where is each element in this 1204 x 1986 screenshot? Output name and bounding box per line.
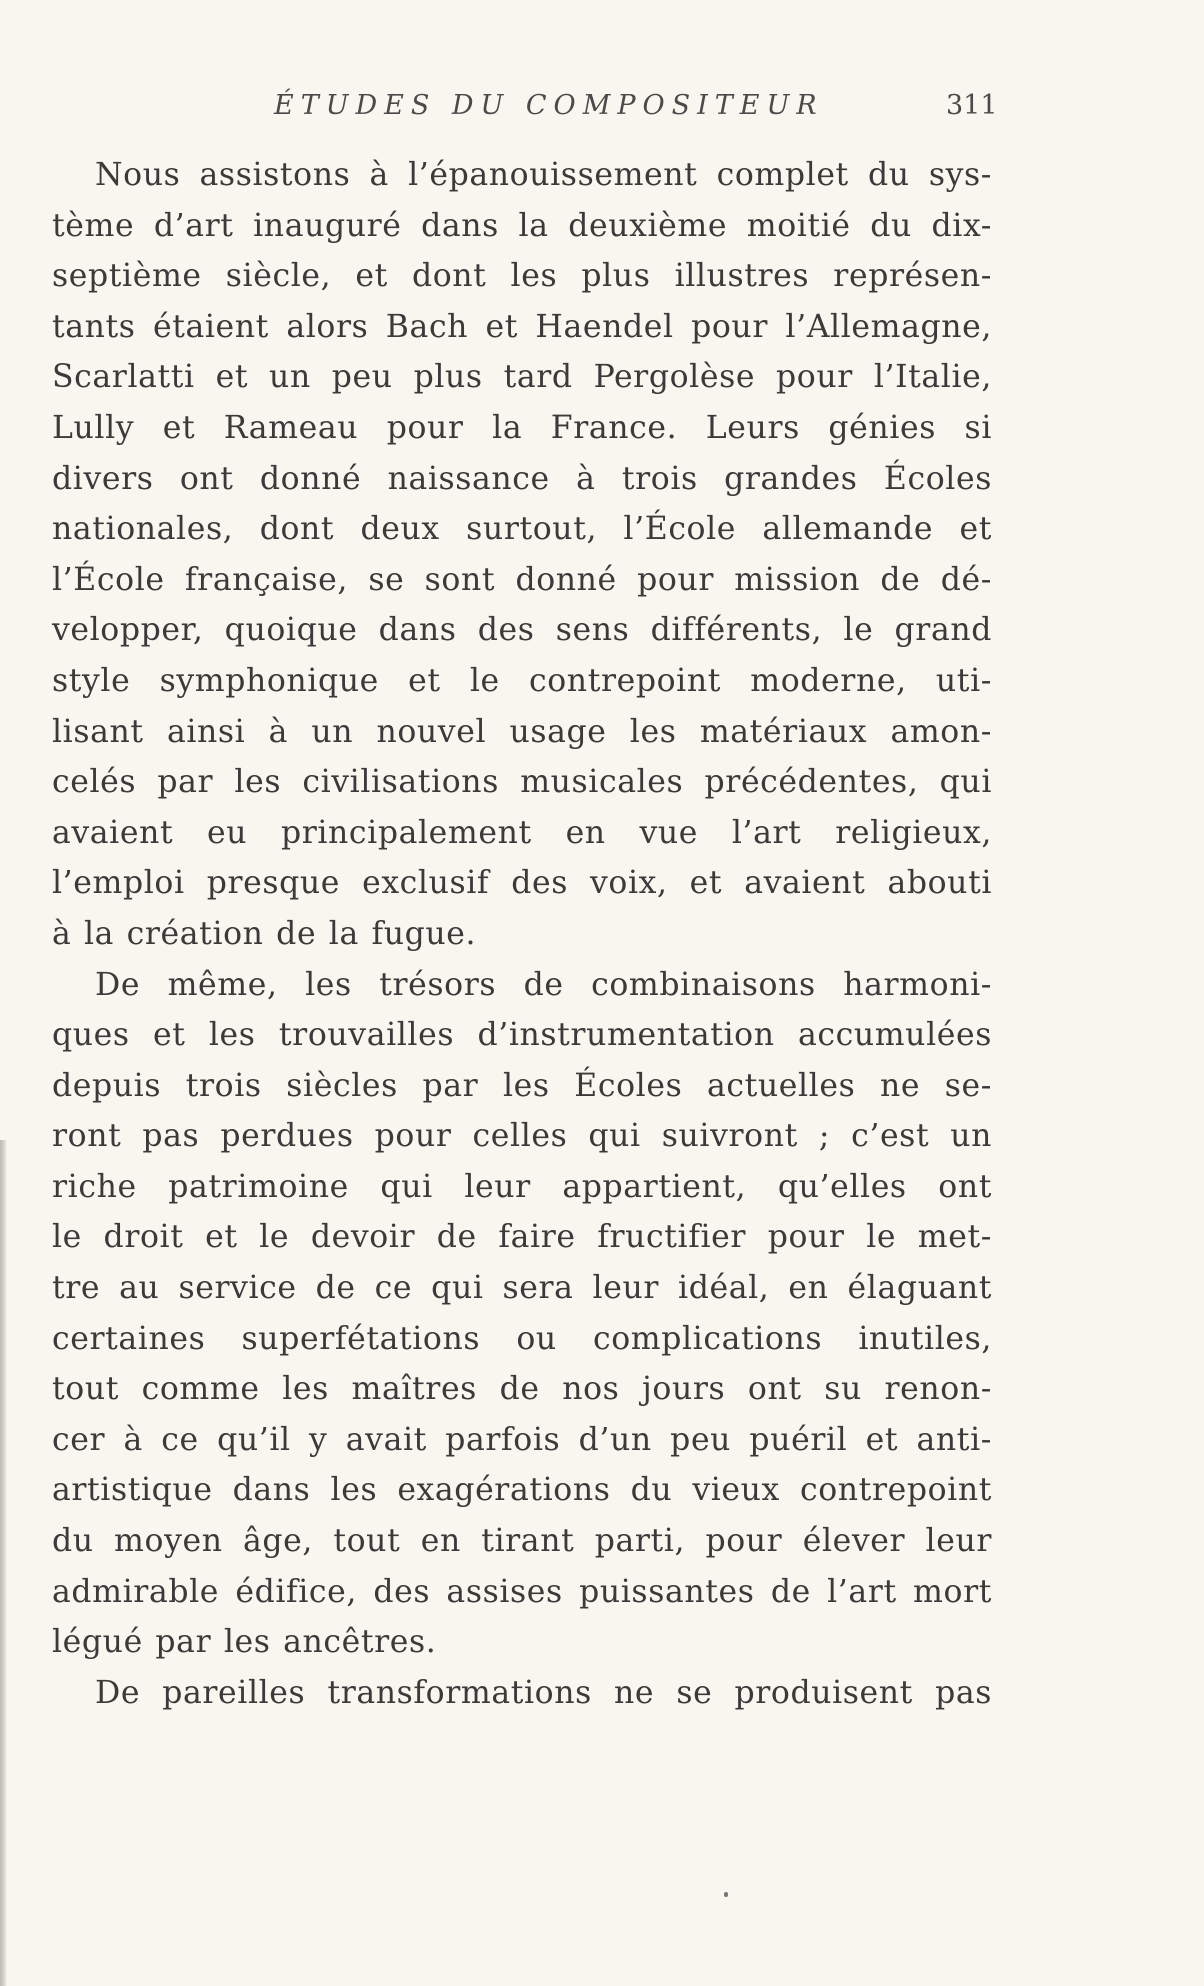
text-line: avaient eu principalement en vue l’art religieux, <box>52 814 992 851</box>
text-line: tre au service de ce qui sera leur idéal, en élaguant <box>52 1270 992 1307</box>
text-line: l’emploi presque exclusif des voix, et avaient abouti <box>52 865 992 902</box>
text-line: du moyen âge, tout en tirant parti, pour élever leur <box>52 1523 992 1560</box>
text-line: cer à ce qu’il y avait parfois d’un peu puéril et anti- <box>52 1421 992 1458</box>
text-line: à la création de la fugue. <box>52 915 477 952</box>
text-line: le droit et le devoir de faire fructifier pour le met- <box>52 1219 992 1256</box>
page-number: 311 <box>946 90 998 121</box>
page-edge-shadow <box>0 1140 7 1986</box>
text-line: légué par les ancêtres. <box>52 1624 437 1661</box>
text-line: admirable édifice, des assises puissantes de l’art mort <box>52 1573 992 1610</box>
body-text <box>52 150 992 1718</box>
page-header <box>0 90 1204 130</box>
text-line: tout comme les maîtres de nos jours ont su renon- <box>52 1371 992 1408</box>
text-line: De même, les trésors de combinaisons harmoni- <box>95 966 992 1003</box>
text-line: l’École française, se sont donné pour mission de dé- <box>52 561 992 598</box>
text-line: ques et les trouvailles d’instrumentation accumulées <box>52 1017 992 1054</box>
text-line: tème d’art inauguré dans la deuxième moitié du dix- <box>52 207 992 244</box>
text-line: celés par les civilisations musicales précédentes, qui <box>52 764 992 801</box>
text-line: De pareilles transformations ne se produisent pas <box>95 1674 992 1711</box>
text-line: divers ont donné naissance à trois grandes Écoles <box>52 460 992 497</box>
text-line: Nous assistons à l’épanouissement complet du sys- <box>95 157 992 193</box>
text-line: artistique dans les exagérations du vieux contrepoint <box>52 1472 992 1509</box>
running-title: ÉTUDES DU COMPOSITEUR <box>274 90 824 121</box>
text-line: Scarlatti et un peu plus tard Pergolèse pour l’Italie, <box>52 359 992 396</box>
ink-speck <box>724 1892 728 1897</box>
text-line: Lully et Rameau pour la France. Leurs génies si <box>52 409 992 446</box>
text-line: septième siècle, et dont les plus illustres représen- <box>52 258 992 295</box>
text-line: riche patrimoine qui leur appartient, qu’elles ont <box>52 1168 992 1205</box>
text-line: lisant ainsi à un nouvel usage les matériaux amon- <box>52 713 992 750</box>
text-line: nationales, dont deux surtout, l’École allemande et <box>52 511 992 548</box>
text-line: certaines superfétations ou complications inutiles, <box>52 1320 992 1357</box>
text-line: tants étaient alors Bach et Haendel pour l’Allemagne, <box>52 308 992 345</box>
text-line: ront pas perdues pour celles qui suivront ; c’est un <box>52 1118 992 1155</box>
text-line: velopper, quoique dans des sens différents, le grand <box>52 612 992 649</box>
text-line: depuis trois siècles par les Écoles actuelles ne se- <box>52 1067 992 1104</box>
text-line: style symphonique et le contrepoint moderne, uti- <box>52 662 992 699</box>
